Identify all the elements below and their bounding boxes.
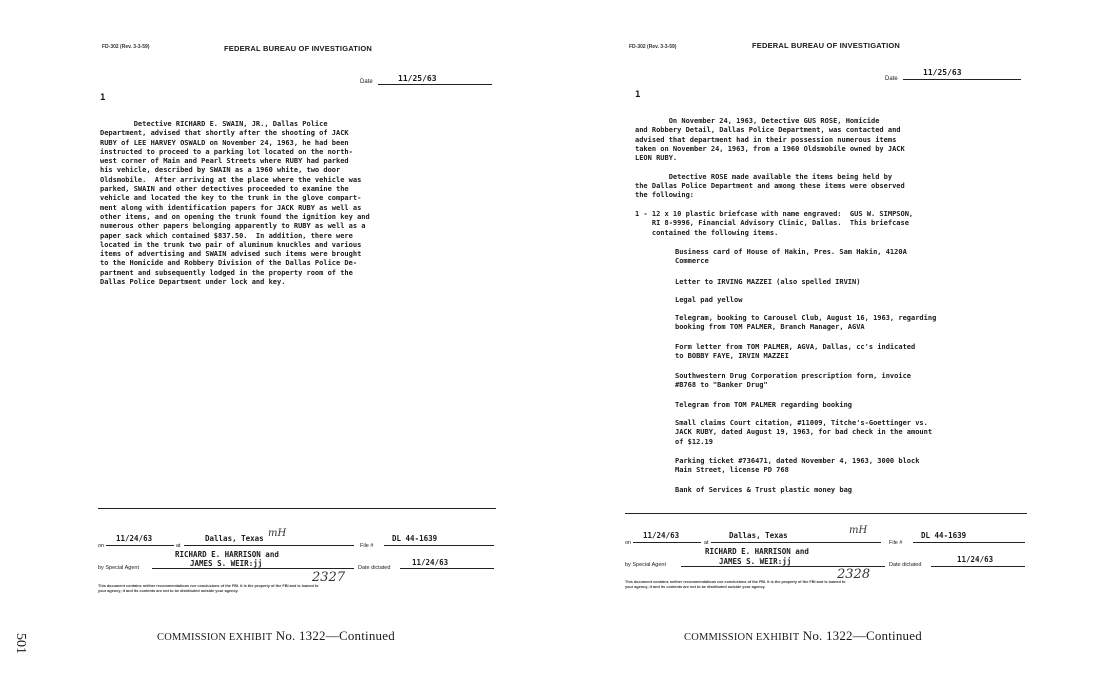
- exhibit-number: No. 1322—Continued: [802, 628, 922, 643]
- location: Dallas, Texas: [729, 531, 788, 540]
- exhibit-prefix: COMMISSION EXHIBIT: [157, 632, 273, 643]
- exhibit-caption: [684, 628, 922, 644]
- exhibit-caption: [157, 628, 395, 644]
- disclaimer: This document contains neither recommendations nor conclusions of the FBI. It is the property of the FBI and is loaned to your agency; it and its contents are not to be distributed outside your agency.: [98, 584, 319, 593]
- at-rule: [184, 545, 354, 546]
- report-date: 11/25/63: [398, 74, 437, 83]
- agents-line-2: JAMES S. WEIR:jj: [190, 559, 263, 568]
- bureau-heading: FEDERAL BUREAU OF INVESTIGATION: [752, 41, 901, 50]
- handwritten-number: 2328: [837, 567, 871, 582]
- file-number: DL 44-1639: [921, 531, 967, 540]
- list-item: Bank of Services & Trust plastic money bag: [675, 486, 853, 494]
- date-rule: [903, 79, 1021, 80]
- date-label: Date: [360, 79, 373, 85]
- bureau-heading: FEDERAL BUREAU OF INVESTIGATION: [224, 44, 373, 53]
- disclaimer: This document contains neither recommendations nor conclusions of the FBI. It is the property of the FBI and is loaned to your agency; it and its contents are not to be distributed outside your agency.: [625, 580, 846, 589]
- file-label: File #: [889, 540, 903, 546]
- dictated-rule: [931, 566, 1025, 567]
- footer-separator: [625, 513, 1027, 514]
- list-item: Business card of House of Hakin, Pres. Sam Hakin, 4120A Commerce: [675, 248, 907, 266]
- handwritten-initials: mH: [268, 528, 287, 539]
- exhibit-number: No. 1322—Continued: [275, 628, 395, 643]
- file-rule: [384, 545, 494, 546]
- date-label: Date: [885, 76, 898, 82]
- report-date: 11/25/63: [923, 68, 962, 77]
- form-code: FD-302 (Rev. 3-3-59): [629, 44, 677, 50]
- list-item: Telegram from TOM PALMER regarding booking: [675, 401, 853, 409]
- page-marker: 1: [635, 90, 641, 100]
- page-number: 501: [13, 633, 28, 654]
- report-body: On November 24, 1963, Detective GUS ROSE, Homicide and Robbery Detail, Dallas Police Department, was contacted and advised that department had in their possession numerous items taken on November 24, 1963, from a 1960 Oldsmobile owned by JACK LEON RUBY. Detective ROSE made available the items being held by the Dallas Police Department and among these items were observed the following: 1 - 12 x 10 plastic briefcase with name engraved: GUS W. SIMPSON, RI 8-9996, Financial Advisory Clinic, Dallas. This briefcase contained the following items.: [635, 117, 914, 237]
- agents-line-1: RICHARD E. HARRISON and: [175, 550, 279, 559]
- on-label: on: [98, 543, 105, 549]
- at-rule: [711, 542, 881, 543]
- fd302-right-page: [547, 0, 1094, 691]
- agents-line-2: JAMES S. WEIR:jj: [719, 557, 792, 566]
- interview-date: 11/24/63: [643, 531, 680, 540]
- handwritten-initials: mH: [849, 525, 868, 536]
- interview-date: 11/24/63: [116, 534, 153, 543]
- list-item: Small claims Court citation, #11009, Titche's-Goettinger vs. JACK RUBY, dated August 19, 1963, for bad check in the amount of $12.19: [675, 419, 933, 446]
- on-rule: [106, 545, 174, 546]
- page-marker: 1: [100, 93, 106, 103]
- list-item: Telegram, booking to Carousel Club, August 16, 1963, regarding booking from TOM PALMER, Branch Manager, AGVA: [675, 314, 937, 332]
- report-body: Detective RICHARD E. SWAIN, JR., Dallas Police Department, advised that shortly after the shooting of JACK RUBY of LEE HARVEY OSWALD on November 24, 1963, he had been instructed to proceed to a parking lot located on the north- west corner of Main and Pearl Streets where RUBY had parked his vehicle, described by SWAIN as a 1960 white, two door Oldsmobile. After arriving at the place where the vehicle was parked, SWAIN and other detectives proceeded to examine the vehicle and located the key to the trunk in the glove compart- ment along with identification papers for JACK RUBY as well as other items, and on opening the trunk found the ignition key and numerous other papers belonging apparently to RUBY as well as a paper sack which contained $837.50. In addition, there were located in the trunk two pair of aluminum knuckles and various items of advertising and SWAIN advised such items were brought to the Homicide and Robbery Division of the Dallas Police De- partment and subsequently lodged in the property room of the Dallas Police Department under lock and key.: [100, 120, 370, 287]
- by-agent-label: by Special Agent: [625, 562, 666, 568]
- by-agent-label: by Special Agent: [98, 565, 139, 571]
- file-label: File #: [360, 543, 374, 549]
- exhibit-prefix: COMMISSION EXHIBIT: [684, 632, 800, 643]
- agents-line-1: RICHARD E. HARRISON and: [705, 547, 809, 556]
- at-label: at: [704, 540, 709, 546]
- footer-separator: [98, 508, 496, 509]
- list-item: Form letter from TOM PALMER, AGVA, Dallas, cc's indicated to BOBBY FAYE, IRVIN MAZZEI: [675, 343, 916, 361]
- form-code: FD-302 (Rev. 3-3-59): [102, 44, 150, 50]
- on-rule: [633, 542, 701, 543]
- location: Dallas, Texas: [205, 534, 264, 543]
- dictated-rule: [400, 568, 494, 569]
- handwritten-number: 2327: [312, 570, 346, 585]
- list-item: Southwestern Drug Corporation prescription form, invoice #B768 to "Banker Drug": [675, 372, 912, 390]
- list-item: Letter to IRVING MAZZEI (also spelled IRVIN): [675, 278, 861, 286]
- date-rule: [378, 84, 492, 85]
- file-rule: [913, 542, 1025, 543]
- dictated-label: Date dictated: [889, 562, 922, 568]
- list-item: Parking ticket #736471, dated November 4, 1963, 3000 block Main Street, license PD 768: [675, 457, 920, 475]
- dictated-label: Date dictated: [358, 565, 391, 571]
- at-label: at: [176, 543, 181, 549]
- dictated-date: 11/24/63: [412, 558, 449, 567]
- agent-rule: [152, 568, 354, 569]
- list-item: Legal pad yellow: [675, 296, 743, 304]
- on-label: on: [625, 540, 632, 546]
- file-number: DL 44-1639: [392, 534, 438, 543]
- dictated-date: 11/24/63: [957, 555, 994, 564]
